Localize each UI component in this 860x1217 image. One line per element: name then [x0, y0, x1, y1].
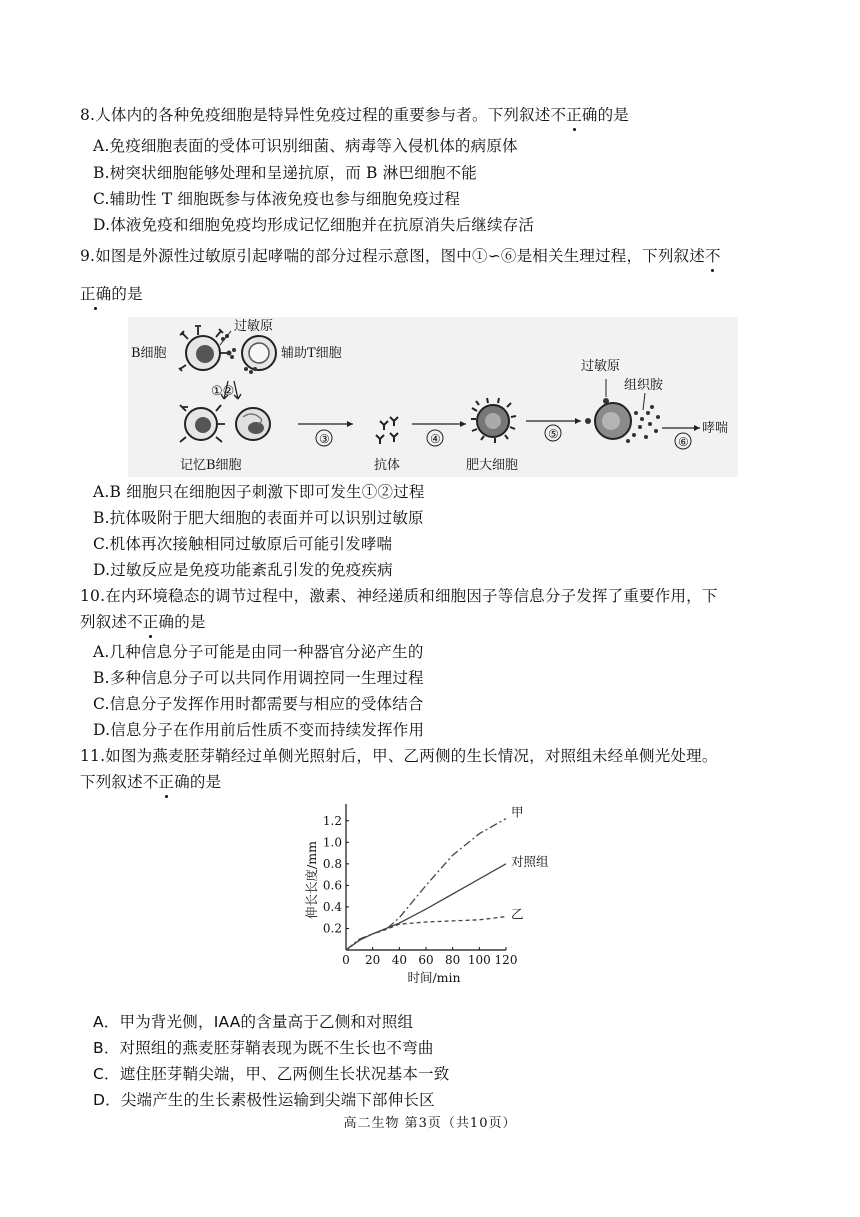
- series-label-3: 乙: [511, 906, 524, 922]
- label-helper-t: 辅助T细胞: [281, 346, 342, 361]
- q11-option-b: B．对照组的燕麦胚芽鞘表现为既不生长也不弯曲: [93, 1039, 434, 1057]
- x-tick-label: 100: [467, 953, 491, 967]
- series-label-1: 甲: [511, 804, 524, 820]
- x-tick-label: 120: [494, 953, 518, 967]
- y-tick-label: 1.2: [322, 813, 342, 828]
- q11-stem-line2: [80, 772, 221, 792]
- chart-series: [346, 805, 549, 950]
- q11-stem-end: 的是: [189, 773, 222, 791]
- mast-cell-icon: [471, 398, 516, 443]
- label-step-4: ④: [430, 432, 441, 446]
- x-tick-label: 80: [445, 953, 461, 967]
- growth-chart: [290, 800, 570, 990]
- y-tick-label: 0.4: [322, 899, 342, 914]
- antibody-icon: [376, 417, 398, 444]
- x-tick-label: 20: [365, 953, 381, 967]
- arrow-6-head: [694, 425, 700, 431]
- q8-option-d: D.体液免疫和细胞免疫均形成记忆细胞并在抗原消失后继续存活: [93, 216, 535, 234]
- q10-stem-text: 列叙述: [80, 613, 128, 631]
- q9-option-a: A.B 细胞只在细胞因子刺激下即可发生①②过程: [93, 483, 425, 501]
- q11-option-a: A．甲为背光侧，IAA的含量高于乙侧和对照组: [93, 1013, 414, 1031]
- label-memory-b: 记忆B细胞: [180, 458, 242, 473]
- q9-stem-line1: [80, 246, 721, 266]
- q10-option-d: D.信息分子在作用前后性质不变而持续发挥作用: [93, 721, 425, 739]
- q10-option-c: C.信息分子发挥作用时都需要与相应的受体结合: [93, 695, 424, 713]
- q10-stem-line2: [80, 612, 206, 632]
- b-cell-icon: [179, 326, 228, 371]
- chart-y-label: 伸长长度/mm: [304, 841, 319, 919]
- q9-stem-end: 的是: [111, 285, 143, 303]
- y-tick-label: 1.0: [322, 835, 342, 850]
- q9-option-c: C.机体再次接触相同过敏原后可能引发哮喘: [93, 535, 393, 553]
- memory-b-cell-icon: [180, 405, 225, 442]
- label-b-cell: B细胞: [131, 346, 167, 361]
- q8-option-b: B.树突状细胞能够处理和呈递抗原，而 B 淋巴细胞不能: [93, 164, 477, 182]
- label-step-5: ⑤: [548, 427, 559, 441]
- label-step-3: ③: [319, 432, 330, 446]
- y-tick-label: 0.2: [322, 921, 342, 936]
- q9-emphasis-2: 正确: [80, 285, 112, 303]
- chart-x-label: 时间/min: [407, 970, 461, 985]
- q10-emphasis: 不正确: [127, 613, 175, 631]
- q8-stem-end: 的是: [597, 106, 630, 124]
- series-label-2: 对照组: [511, 853, 549, 869]
- q10-option-b: B.多种信息分子可以共同作用调控同一生理过程: [93, 669, 424, 687]
- q8-emphasis: 不正确: [550, 106, 598, 124]
- degranulating-mast-cell-icon: [595, 398, 660, 443]
- allergen-dot-icon: [585, 418, 591, 424]
- helper-t-cell-icon: [242, 336, 276, 374]
- label-step-6: ⑥: [678, 435, 689, 449]
- histamine-pointer: [643, 393, 645, 410]
- x-tick-label: 0: [342, 953, 350, 967]
- q8-stem-text: 8.人体内的各种免疫细胞是特异性免疫过程的重要参与者。下列叙述: [80, 106, 551, 124]
- q9-option-b: B.抗体吸附于肥大细胞的表面并可以识别过敏原: [93, 509, 424, 527]
- arrow-5-head: [575, 418, 581, 424]
- q9-stem-text: 9.如图是外源性过敏原引起哮喘的部分过程示意图，图中①∽⑥是相关生理过程，下列叙述: [80, 247, 705, 265]
- series-line-2: [346, 864, 506, 950]
- allergen-particle-icon: [221, 334, 236, 359]
- q11-stem-text: 下列叙述: [80, 773, 143, 791]
- label-antibody: 抗体: [374, 458, 401, 473]
- q8-stem: [80, 105, 629, 125]
- x-tick-label: 40: [391, 953, 407, 967]
- y-tick-label: 0.6: [322, 878, 342, 893]
- q11-option-d: D．尖端产生的生长素极性运输到尖端下部伸长区: [93, 1091, 435, 1109]
- label-allergen-right: 过敏原: [581, 359, 621, 374]
- label-histamine: 组织胺: [624, 378, 664, 393]
- q9-option-d: D.过敏反应是免疫功能紊乱引发的免疫疾病: [93, 561, 393, 579]
- label-asthma: 哮喘: [702, 421, 729, 436]
- arrow-3-head: [347, 421, 353, 427]
- series-line-3: [346, 917, 506, 950]
- q8-option-a: A.免疫细胞表面的受体可识别细菌、病毒等入侵机体的病原体: [93, 137, 518, 155]
- x-tick-label: 60: [418, 953, 434, 967]
- plasma-cell-icon: [236, 408, 270, 440]
- allergy-process-diagram: [128, 317, 738, 477]
- q9-stem-line2: [80, 284, 143, 304]
- chart-y-ticks: [323, 814, 349, 936]
- q11-emphasis: 不正确: [142, 773, 190, 791]
- page-footer: 高二生物 第3页（共10页）: [343, 1116, 517, 1131]
- q8-option-c: C.辅助性 T 细胞既参与体液免疫也参与细胞免疫过程: [93, 190, 461, 208]
- label-allergen-top: 过敏原: [234, 319, 274, 334]
- q11-option-c: C．遮住胚芽鞘尖端，甲、乙两侧生长状况基本一致: [93, 1065, 450, 1083]
- q10-option-a: A.几种信息分子可能是由同一种器官分泌产生的: [93, 643, 424, 661]
- series-line-1: [346, 819, 506, 950]
- q10-stem-line1: 10.在内环境稳态的调节过程中，激素、神经递质和细胞因子等信息分子发挥了重要作用，下: [80, 587, 718, 605]
- label-steps-1-2: ①②: [211, 384, 235, 399]
- q11-stem-line1: 11.如图为燕麦胚芽鞘经过单侧光照射后，甲、乙两侧的生长情况，对照组未经单侧光处理。: [80, 747, 718, 765]
- q9-emphasis-1: 不: [704, 247, 721, 265]
- arrow-4-head: [460, 421, 466, 427]
- label-mast-cell: 肥大细胞: [466, 458, 519, 473]
- q10-stem-end: 的是: [174, 613, 206, 631]
- y-tick-label: 0.8: [322, 856, 342, 871]
